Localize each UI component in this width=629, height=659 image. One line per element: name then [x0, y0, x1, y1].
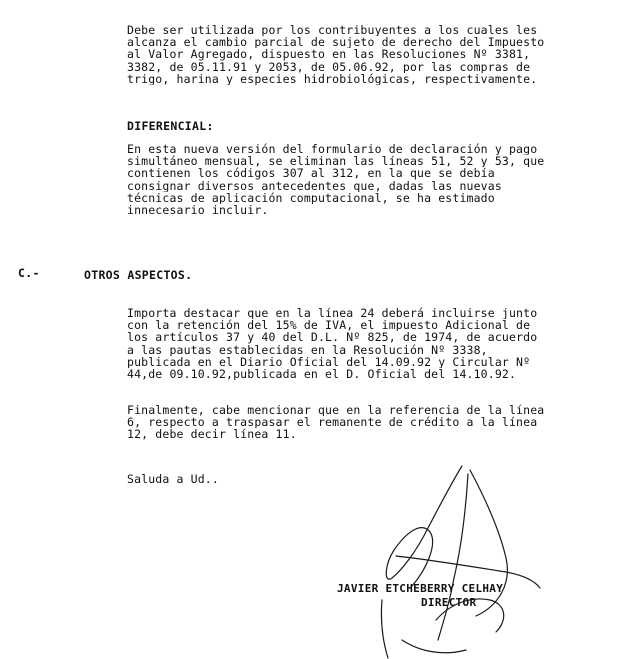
text-line: al Valor Agregado, dispuesto en las Resoluciones Nº 3381,	[127, 48, 531, 61]
text-line: 3382, de 05.11.91 y 2053, de 05.06.92, por las compras de	[127, 60, 531, 73]
text-line: contienen los códigos 307 al 312, en la que se debía	[127, 167, 495, 180]
text-line: innecesario incluir.	[127, 204, 269, 217]
text-line: publicada en el Diario Oficial del 14.09.92 y Circular Nº	[127, 355, 531, 369]
text-line: trigo, harina y especies hidrobiológicas, respectivamente.	[127, 72, 538, 86]
text-line: Finalmente, cabe mencionar que en la referencia de la línea	[127, 404, 545, 417]
text-line: alcanza el cambio parcial de sujeto de derecho del Impuesto	[127, 36, 545, 49]
signatory-name: JAVIER ETCHEBERRY CELHAY	[337, 582, 504, 595]
section-letter: C.-	[18, 266, 40, 280]
text-line: Importa destacar que en la línea 24 deberá incluirse junto	[127, 307, 538, 320]
text-line: técnicas de aplicación computacional, se ha estimado	[127, 191, 495, 205]
text-line: En esta nueva versión del formulario de declaración y pago	[127, 143, 538, 156]
diferencial-heading: DIFERENCIAL:	[127, 119, 214, 133]
text-line: los artículos 37 y 40 del D.L. Nº 825, de 1974, de acuerdo	[127, 331, 538, 344]
text-line: a las pautas establecidas en la Resolución Nº 3338,	[127, 343, 488, 356]
section-title: OTROS ASPECTOS.	[84, 268, 193, 282]
text-line: 12, debe decir línea 11.	[127, 428, 297, 441]
text-line: 44,de 09.10.92,publicada en el D. Oficial del 14.10.92.	[127, 368, 517, 381]
text-line: consignar diversos antecedentes que, dadas las nuevas	[127, 179, 502, 192]
text-line: simultáneo mensual, se eliminan las líneas 51, 52 y 53, que	[127, 155, 545, 168]
text-line: con la retención del 15% de IVA, el impuesto Adicional de	[127, 319, 531, 332]
text-line: Saluda a Ud..	[127, 473, 219, 486]
text-line: 6, respecto a traspasar el remanente de crédito a la línea	[127, 416, 538, 429]
text-line: Debe ser utilizada por los contribuyentes a los cuales les	[127, 24, 538, 37]
signatory-title: DIRECTOR	[421, 596, 477, 609]
